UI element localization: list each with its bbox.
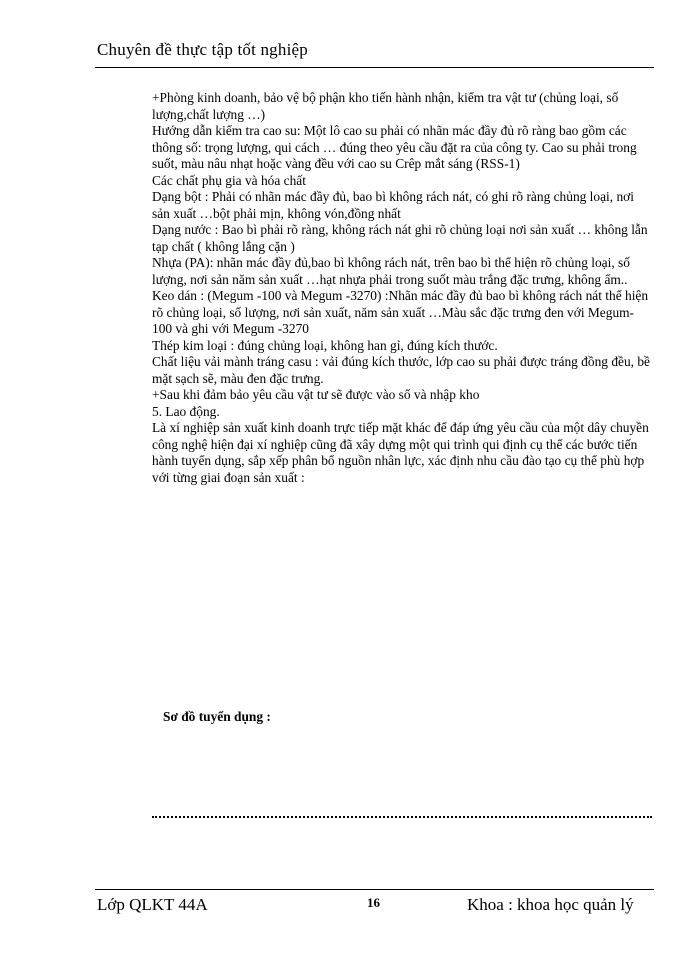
paragraph: Dạng bột : Phải có nhãn mác đầy đủ, bao bì không rách nát, có ghi rõ ràng chủng loại, nơi sản xuất …bột phải mịn, không vón,đồng nhất xyxy=(152,189,634,221)
paragraph: Nhựa (PA): nhãn mác đầy đủ,bao bì không rách nát, trên bao bì thể hiện rõ chủng loại, số lượng, nơi sản năm sản xuất …hạt nhựa phải trong suốt màu trắng đặc trưng, không ẩm.. xyxy=(152,255,630,287)
diagram-label: Sơ đồ tuyển dụng : xyxy=(163,709,271,724)
paragraph: Thép kim loại : đúng chủng loại, không han gỉ, đúng kích thước. xyxy=(152,337,498,353)
paragraph: Dạng nước : Bao bì phải rõ ràng, không rách nát ghi rõ chủng loại nơi sản xuất … không lẫn tạp chất ( không lắng cặn ) xyxy=(152,222,648,254)
paragraph: Là xí nghiệp sản xuất kinh doanh trực tiếp mặt khác để đáp ứng yêu cầu của một dây chuyền công nghệ hiện đại xí nghiệp cũng đã xây dựng một qui trình qui định cụ thể các bước tiến hành tuyển dụng, sắp xếp phân bổ nguồn nhân lực, xác định nhu cầu đào tạo cụ thể phù hợp với từng giai đoạn sản xuất : xyxy=(152,420,649,485)
section-heading: 5. Lao động. xyxy=(152,403,220,419)
paragraph: Chất liệu vải mành tráng casu : vải đúng kích thước, lớp cao su phải được tráng đồng đều, bề mặt sạch sẽ, màu đen đặc trưng. xyxy=(152,354,650,386)
page-number: 16 xyxy=(367,895,380,910)
header-title: Chuyên đề thực tập tốt nghiệp xyxy=(97,40,308,59)
footer-faculty-label: Khoa : khoa học quản lý xyxy=(467,895,634,914)
paragraph: +Phòng kinh doanh, bảo vệ bộ phận kho tiến hành nhận, kiểm tra vật tư (chủng loại, số lượng,chất lượng …) xyxy=(152,90,619,122)
footer-class-label: Lớp QLKT 44A xyxy=(97,895,208,914)
footer-divider xyxy=(95,889,654,890)
paragraph: Hướng dẫn kiểm tra cao su: Một lô cao su phải có nhãn mác đầy đủ rõ ràng bao gồm các thông số: trọng lượng, qui cách … đúng theo yêu cầu đặt ra của công ty. Cao su phải trong suốt, màu nâu nhạt hoặc vàng đều với cao su Crêp mắt sáng (RSS-1) xyxy=(152,123,637,171)
paragraph: Keo dán : (Megum -100 và Megum -3270) :Nhãn mác đầy đủ bao bì không rách nát thể hiện rõ chủng loại, số lượng, nơi sản xuất, năm sản xuất …Màu sắc đặc trưng đen với Megum-100 và ghi với Megum -3270 xyxy=(152,288,649,336)
dotted-divider xyxy=(152,816,652,818)
header-divider xyxy=(95,67,654,68)
paragraph: Các chất phụ gia và hóa chất xyxy=(152,172,306,188)
body-text xyxy=(152,90,652,486)
paragraph: +Sau khi đảm bảo yêu cầu vật tư sẽ được vào sổ và nhập kho xyxy=(152,387,480,402)
